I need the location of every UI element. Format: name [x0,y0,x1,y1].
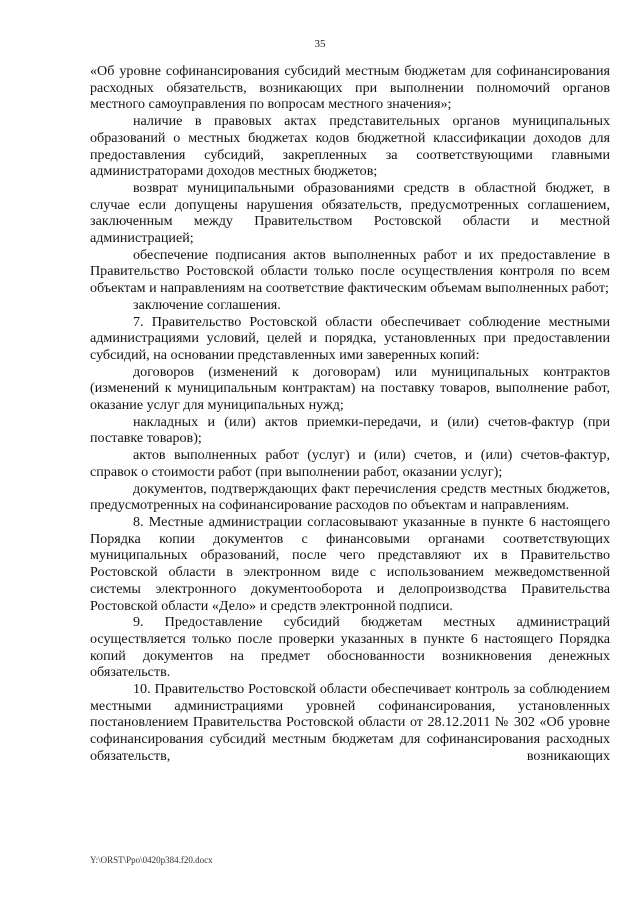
paragraph: заключение соглашения. [133,296,281,313]
paragraph: наличие в правовых актах представительных органов муниципальных образований о местных бюджетах кодов бюджетной классификации доходов для предоставления субсидий, закрепленных за соответствующими главными администраторами доходов местных бюджетов; [90,113,610,180]
document-body [90,63,610,765]
paragraph: «Об уровне софинансирования субсидий местным бюджетам для софинансирования расходных обязательств, возникающих при выполнении полномочий органов местного самоуправления по вопросам местного значения»; [90,63,610,113]
paragraph: 8. Местные администрации согласовывают указанные в пункте 6 настоящего Порядка копии документов с финансовыми органами соответствующих муниципальных образований, после чего представляют их в Правительство Ростовской области в электронном виде с использованием межведомственной системы электронного документооборота и делопроизводства Правительства Ростовской области «Дело» и средств электронной подписи. [90,513,610,614]
footer-file-path: Y:\ORST\Ppo\0420p384.f20.docx [90,855,213,865]
paragraph: накладных и (или) актов приемки-передачи, и (или) счетов-фактур (при поставке товаров); [90,413,610,447]
paragraph: договоров (изменений к договорам) или муниципальных контрактов (изменений к муниципальным контрактам) на поставку товаров, выполнение работ, оказание услуг для муниципальных нужд; [90,363,610,414]
paragraph: документов, подтверждающих факт перечисления средств местных бюджетов, предусмотренных на софинансирование расходов по объектам и направлениям. [90,480,610,514]
paragraph: 7. Правительство Ростовской области обеспечивает соблюдение местными администрациями условий, целей и порядка, установленных при предоставлении субсидий, на основании представленных ими заверенных копий: [90,313,610,363]
paragraph: обеспечение подписания актов выполненных работ и их предоставление в Правительство Ростовской области только после осуществления контроля по всем объектам и направлениям на соответствие фактическим объемам выполненных работ; [90,246,610,297]
paragraph: актов выполненных работ (услуг) и (или) счетов, и (или) счетов-фактур, справок о стоимости работ (при выполнении работ, оказании услуг); [90,447,610,480]
paragraph: 10. Правительство Ростовской области обеспечивает контроль за соблюдением местными администрациями уровней софинансирования, установленных постановлением Правительства Ростовской области от 28.12.2011 № 302 «Об уровне софинансирования субсидий местным бюджетам для софинансирования расходных обязательств, возникающих [90,681,610,764]
page-number: 35 [314,38,326,50]
paragraph: 9. Предоставление субсидий бюджетам местных администраций осуществляется только после проверки указанных в пункте 6 настоящего Порядка копий документов на предмет обоснованности возникновения денежных обязательств. [90,614,610,681]
paragraph: возврат муниципальными образованиями средств в областной бюджет, в случае если допущены нарушения обязательств, предусмотренных соглашением, заключенным между Правительством Ростовской области и местной администрацией; [90,179,610,247]
